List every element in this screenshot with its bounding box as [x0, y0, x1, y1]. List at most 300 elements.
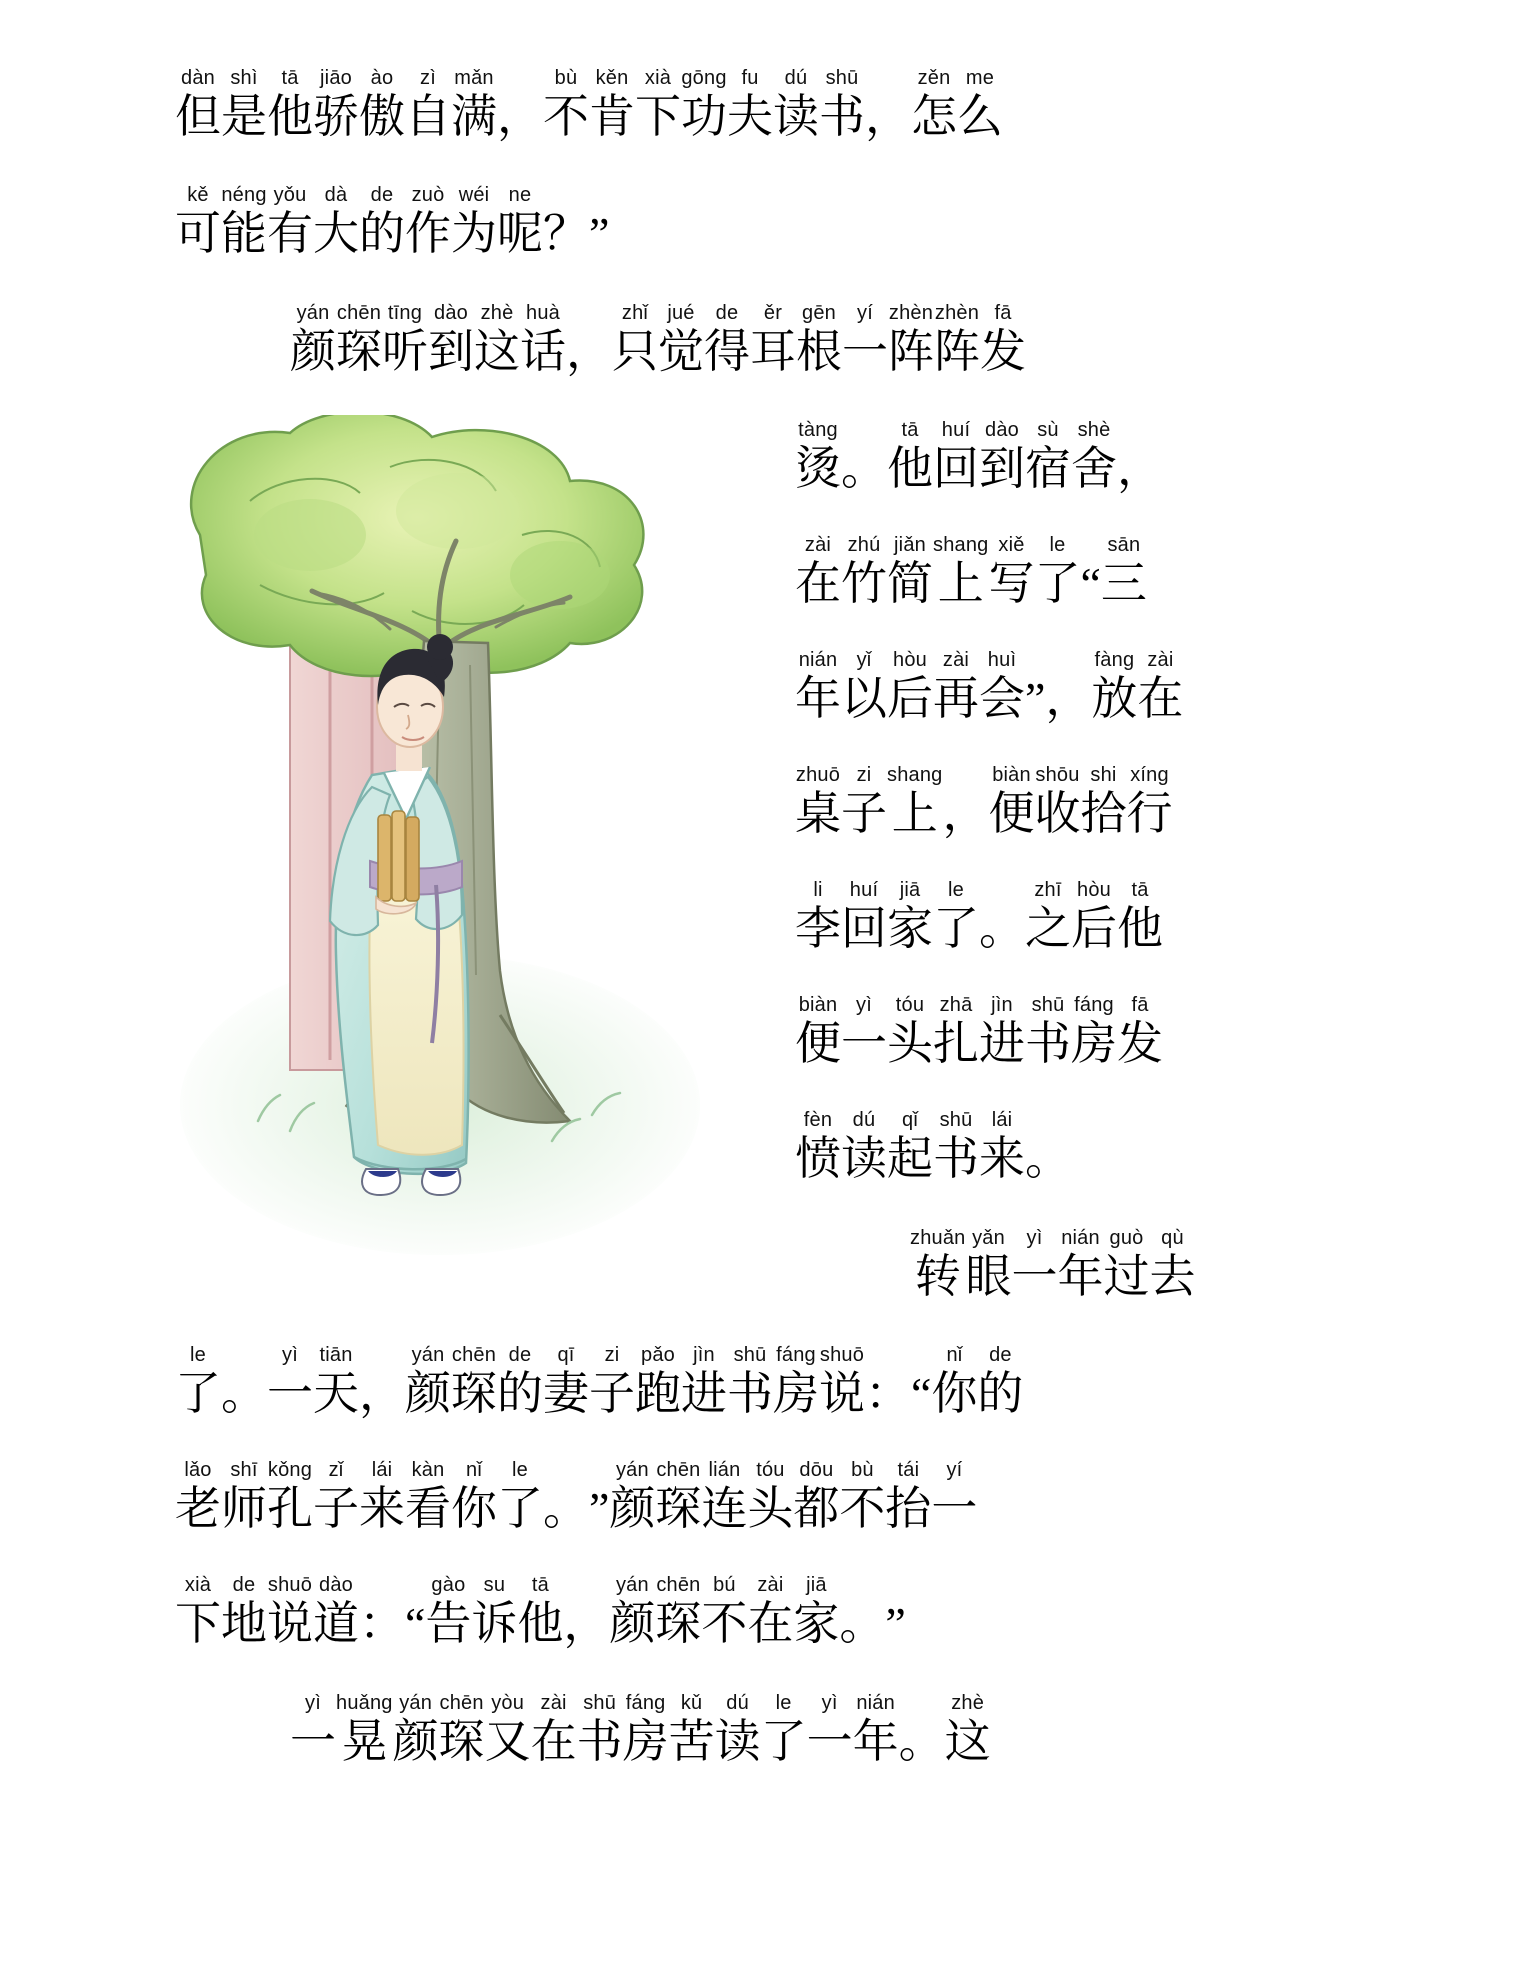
- hanzi-cell: [669, 1693, 715, 1767]
- hanzi: 傲: [359, 91, 405, 142]
- hanzi: “: [405, 1598, 426, 1649]
- hanzi-cell: [933, 535, 989, 609]
- hanzi: 眼: [965, 1251, 1012, 1302]
- hanzi: 发: [1117, 1018, 1163, 1069]
- hanzi: 三: [1100, 558, 1147, 609]
- pinyin: gōng: [681, 67, 727, 89]
- hanzi-cell: [655, 1575, 701, 1649]
- pinyin: shū: [583, 1692, 617, 1714]
- hanzi-cell: [727, 68, 773, 142]
- hanzi-cell: [796, 303, 842, 377]
- text-line: [175, 1460, 977, 1534]
- hanzi-cell: [977, 1345, 1023, 1419]
- pinyin: bù: [851, 1459, 874, 1481]
- hanzi-cell: [267, 185, 313, 259]
- punctuation-cell: [1081, 535, 1101, 609]
- hanzi-cell: [819, 68, 865, 142]
- hanzi: 头: [747, 1483, 794, 1534]
- pinyin: de: [232, 1574, 256, 1596]
- pinyin: zi: [856, 764, 872, 786]
- hanzi: 一: [806, 1716, 853, 1767]
- punctuation-cell: [543, 1460, 589, 1534]
- hanzi-cell: [887, 650, 933, 724]
- pinyin: gēn: [802, 302, 836, 324]
- hanzi-cell: [931, 1345, 977, 1419]
- hanzi: 耳: [750, 326, 796, 377]
- pinyin: de: [508, 1344, 532, 1366]
- hanzi: 呢: [497, 208, 543, 259]
- hanzi-cell: [497, 1345, 543, 1419]
- hanzi-cell: [471, 1575, 517, 1649]
- pinyin: chēn: [451, 1344, 497, 1366]
- hanzi: 可: [175, 208, 221, 259]
- pinyin: shōu: [1035, 764, 1080, 786]
- hanzi-cell: [1081, 765, 1127, 839]
- hanzi: 子: [589, 1368, 635, 1419]
- hanzi-cell: [887, 420, 933, 494]
- hanzi: 在: [747, 1598, 794, 1649]
- hanzi: 舍: [1071, 443, 1117, 494]
- hanzi-cell: [290, 1693, 336, 1767]
- hanzi: 便: [988, 788, 1035, 839]
- hanzi: 读: [714, 1716, 761, 1767]
- hanzi-cell: [933, 995, 979, 1069]
- hanzi: 书: [576, 1716, 623, 1767]
- hanzi: 告: [425, 1598, 472, 1649]
- pinyin: yǎn: [972, 1227, 1005, 1249]
- hanzi: 。: [1025, 1133, 1071, 1184]
- hanzi: 。: [979, 903, 1025, 954]
- hanzi-cell: [979, 995, 1025, 1069]
- pinyin: fā: [1131, 994, 1149, 1016]
- pinyin: yí: [946, 1459, 963, 1481]
- pinyin: le: [1049, 534, 1066, 556]
- hanzi: 了: [175, 1368, 221, 1419]
- hanzi-cell: [747, 1460, 793, 1534]
- hanzi-cell: [313, 68, 359, 142]
- punctuation-cell: [589, 1460, 609, 1534]
- pinyin: shè: [1077, 419, 1111, 441]
- pinyin: dōu: [799, 1459, 834, 1481]
- hanzi: 怎: [911, 91, 957, 142]
- hanzi-cell: [451, 1345, 497, 1419]
- pinyin: jìn: [991, 994, 1013, 1016]
- hanzi-cell: [497, 1460, 543, 1534]
- pinyin: jiā: [806, 1574, 827, 1596]
- hanzi: 到: [428, 326, 474, 377]
- punctuation-cell: [563, 1575, 609, 1649]
- pinyin: yì: [821, 1692, 838, 1714]
- hanzi: 家: [793, 1598, 840, 1649]
- hanzi: 后: [887, 673, 933, 724]
- pinyin: chēn: [656, 1459, 701, 1481]
- pinyin: yǒu: [273, 184, 307, 206]
- punctuation-cell: [885, 1575, 905, 1649]
- hanzi: ，: [1045, 673, 1092, 724]
- hanzi-cell: [609, 1460, 655, 1534]
- text-line: [910, 1228, 1196, 1302]
- pinyin: xiě: [998, 534, 1025, 556]
- hanzi: 发: [980, 326, 1026, 377]
- hanzi-cell: [887, 765, 943, 839]
- hanzi: 晃: [341, 1716, 388, 1767]
- hanzi: 一: [931, 1483, 978, 1534]
- hanzi: 年: [1057, 1251, 1104, 1302]
- pinyin: jìn: [693, 1344, 715, 1366]
- hanzi-cell: [933, 420, 979, 494]
- hanzi-cell: [589, 1345, 635, 1419]
- hanzi: 烫: [795, 443, 841, 494]
- hanzi: 的: [359, 208, 405, 259]
- hanzi: 这: [474, 326, 520, 377]
- hanzi-cell: [175, 185, 221, 259]
- hanzi: 的: [497, 1368, 543, 1419]
- hanzi: 跑: [635, 1368, 681, 1419]
- punctuation-cell: [497, 68, 543, 142]
- hanzi: 后: [1071, 903, 1117, 954]
- hanzi-cell: [658, 303, 704, 377]
- pinyin: lái: [991, 1109, 1013, 1131]
- pinyin: chēn: [439, 1692, 484, 1714]
- hanzi-cell: [543, 1345, 589, 1419]
- hanzi-cell: [655, 1460, 701, 1534]
- pinyin: dào: [319, 1574, 353, 1596]
- hanzi: 竹: [841, 558, 887, 609]
- pinyin: zhuō: [795, 764, 841, 786]
- pinyin: huí: [941, 419, 971, 441]
- punctuation-cell: [359, 1575, 405, 1649]
- pinyin: zǐ: [328, 1459, 344, 1481]
- hanzi-cell: [887, 995, 933, 1069]
- hanzi-cell: [966, 1228, 1012, 1302]
- hanzi: ，: [942, 788, 989, 839]
- pinyin: yǐ: [856, 649, 872, 671]
- hanzi: 回: [933, 443, 979, 494]
- hanzi: 是: [221, 91, 267, 142]
- hanzi-cell: [704, 303, 750, 377]
- hanzi: 愤: [795, 1133, 841, 1184]
- hanzi: 扎: [933, 1018, 979, 1069]
- hanzi-cell: [175, 1460, 221, 1534]
- pinyin: kǔ: [680, 1692, 703, 1714]
- pinyin: zhèn: [934, 302, 980, 324]
- hanzi-cell: [1025, 995, 1071, 1069]
- hanzi: 诉: [471, 1598, 518, 1649]
- hanzi-cell: [1035, 535, 1081, 609]
- hanzi: 再: [933, 673, 979, 724]
- hanzi-cell: [451, 68, 497, 142]
- hanzi-cell: [405, 1460, 451, 1534]
- text-line: [175, 68, 1003, 142]
- hanzi: 有: [267, 208, 313, 259]
- punctuation-cell: [899, 1693, 945, 1767]
- punctuation-cell: [865, 68, 911, 142]
- pinyin: shi: [1090, 764, 1117, 786]
- hanzi: 了: [497, 1483, 543, 1534]
- hanzi: 一: [290, 1716, 336, 1767]
- hanzi-cell: [589, 68, 635, 142]
- pinyin: dú: [726, 1692, 749, 1714]
- pinyin: qù: [1161, 1227, 1184, 1249]
- hanzi-cell: [175, 1345, 221, 1419]
- hanzi-cell: [221, 68, 267, 142]
- hanzi: 了: [760, 1716, 807, 1767]
- hanzi-cell: [933, 880, 979, 954]
- pinyin: ào: [370, 67, 394, 89]
- hanzi-cell: [979, 420, 1025, 494]
- pinyin: zhā: [939, 994, 973, 1016]
- hanzi-cell: [945, 1693, 991, 1767]
- pinyin: yì: [1026, 1227, 1043, 1249]
- hanzi-cell: [1025, 420, 1071, 494]
- hanzi-cell: [795, 1110, 841, 1184]
- punctuation-cell: [943, 765, 989, 839]
- pinyin: tā: [901, 419, 919, 441]
- hanzi: 满: [451, 91, 497, 142]
- hanzi: ：: [359, 1598, 405, 1649]
- pinyin: zhèn: [888, 302, 934, 324]
- pinyin: shang: [933, 534, 989, 556]
- hanzi-cell: [635, 1345, 681, 1419]
- pinyin: yì: [305, 1692, 321, 1714]
- hanzi-cell: [1104, 1228, 1150, 1302]
- pinyin: yán: [615, 1574, 649, 1596]
- hanzi: 简: [887, 558, 933, 609]
- hanzi: 桌: [795, 788, 841, 839]
- pinyin: mǎn: [454, 67, 494, 89]
- hanzi-cell: [795, 880, 841, 954]
- pinyin: biàn: [798, 994, 838, 1016]
- hanzi-cell: [841, 650, 887, 724]
- hanzi: 大: [313, 208, 359, 259]
- pinyin: yán: [411, 1344, 445, 1366]
- bamboo-scroll: [378, 811, 419, 901]
- pinyin: shū: [733, 1344, 767, 1366]
- pinyin: fàng: [1094, 649, 1135, 671]
- hanzi-cell: [885, 1460, 931, 1534]
- hanzi-cell: [853, 1693, 899, 1767]
- hanzi: 听: [382, 326, 428, 377]
- text-line: [795, 535, 1147, 609]
- pinyin: le: [775, 1692, 792, 1714]
- pinyin: dào: [985, 419, 1019, 441]
- pinyin: dú: [852, 1109, 876, 1131]
- hanzi-cell: [531, 1693, 577, 1767]
- hanzi: 老: [175, 1483, 221, 1534]
- hanzi: 下: [635, 91, 681, 142]
- pinyin: le: [190, 1344, 206, 1366]
- hanzi-cell: [1117, 995, 1163, 1069]
- hanzi-cell: [727, 1345, 773, 1419]
- hanzi: 你: [931, 1368, 978, 1419]
- hanzi-cell: [773, 1345, 819, 1419]
- pinyin: tīng: [387, 302, 423, 324]
- hanzi: ”: [885, 1598, 906, 1649]
- pinyin: le: [512, 1459, 528, 1481]
- hanzi-cell: [807, 1693, 853, 1767]
- hanzi: 下: [175, 1598, 221, 1649]
- hanzi: 去: [1149, 1251, 1196, 1302]
- hanzi: 孔: [267, 1483, 313, 1534]
- text-line: [290, 303, 1026, 377]
- text-line: [795, 995, 1163, 1069]
- pinyin: tóu: [895, 994, 925, 1016]
- pinyin: zài: [757, 1574, 784, 1596]
- text-line: [290, 1693, 991, 1767]
- hanzi: 书: [933, 1133, 979, 1184]
- hanzi: 话: [520, 326, 566, 377]
- hanzi: ，: [497, 91, 543, 142]
- hanzi: ”: [589, 1483, 610, 1534]
- hanzi: 颜: [392, 1716, 439, 1767]
- hanzi: 了: [1034, 558, 1081, 609]
- hanzi: ？: [543, 208, 589, 259]
- hanzi-cell: [931, 1460, 977, 1534]
- pinyin: shū: [825, 67, 859, 89]
- hanzi-cell: [1117, 880, 1163, 954]
- hanzi-cell: [1127, 765, 1173, 839]
- hanzi: 肯: [589, 91, 635, 142]
- text-line: [795, 765, 1173, 839]
- pinyin: huà: [526, 302, 560, 324]
- hanzi-cell: [911, 68, 957, 142]
- pinyin: shū: [1031, 994, 1065, 1016]
- hanzi-cell: [497, 185, 543, 259]
- hanzi: 一: [1011, 1251, 1058, 1302]
- hanzi: 地: [221, 1598, 267, 1649]
- hanzi-cell: [290, 303, 336, 377]
- hanzi: 会: [979, 673, 1025, 724]
- punctuation-cell: [911, 1345, 931, 1419]
- punctuation-cell: [839, 1575, 885, 1649]
- hanzi: 过: [1103, 1251, 1150, 1302]
- hanzi: 这: [944, 1716, 991, 1767]
- hanzi-cell: [451, 1460, 497, 1534]
- pinyin: huì: [987, 649, 1017, 671]
- hanzi-cell: [1025, 880, 1071, 954]
- hanzi: 得: [704, 326, 750, 377]
- pinyin: néng: [221, 184, 267, 206]
- hanzi: ：: [865, 1368, 911, 1419]
- hanzi-cell: [1071, 880, 1117, 954]
- hanzi: 写: [988, 558, 1035, 609]
- punctuation-cell: [221, 1345, 267, 1419]
- pinyin: tàng: [798, 419, 838, 441]
- hanzi: 年: [852, 1716, 899, 1767]
- hanzi: 只: [612, 326, 658, 377]
- hanzi: 书: [727, 1368, 773, 1419]
- pinyin: fā: [994, 302, 1012, 324]
- hanzi-cell: [750, 303, 796, 377]
- hanzi-cell: [267, 1345, 313, 1419]
- punctuation-cell: [865, 1345, 911, 1419]
- pinyin: shuō: [267, 1574, 313, 1596]
- hanzi: 夫: [727, 91, 773, 142]
- punctuation-cell: [1025, 650, 1045, 724]
- hanzi: ，: [359, 1368, 405, 1419]
- hanzi-cell: [793, 1460, 839, 1534]
- hanzi: 上: [891, 788, 938, 839]
- hanzi-cell: [841, 880, 887, 954]
- punctuation-cell: [589, 185, 609, 259]
- hanzi-cell: [1012, 1228, 1058, 1302]
- pinyin: yòu: [491, 1692, 525, 1714]
- hanzi-cell: [313, 1460, 359, 1534]
- pinyin: zěn: [917, 67, 951, 89]
- hanzi: ”: [589, 208, 610, 259]
- hanzi-cell: [701, 1575, 747, 1649]
- hanzi: 一: [842, 326, 888, 377]
- hanzi: 放: [1091, 673, 1138, 724]
- hanzi: 功: [681, 91, 727, 142]
- hanzi-cell: [221, 185, 267, 259]
- hanzi-cell: [887, 880, 933, 954]
- hanzi: 他: [1117, 903, 1163, 954]
- hanzi-cell: [485, 1693, 531, 1767]
- hanzi-cell: [520, 303, 566, 377]
- hanzi-cell: [841, 995, 887, 1069]
- text-line: [795, 880, 1163, 954]
- hanzi: 琛: [655, 1483, 702, 1534]
- hanzi: 他: [267, 91, 313, 142]
- hanzi-cell: [795, 535, 841, 609]
- pinyin: nián: [856, 1692, 895, 1714]
- pinyin: ěr: [763, 302, 783, 324]
- pinyin: dú: [784, 67, 808, 89]
- pinyin: zài: [1147, 649, 1174, 671]
- pinyin: yì: [856, 994, 872, 1016]
- pinyin: yán: [615, 1459, 649, 1481]
- pinyin: pǎo: [641, 1344, 675, 1366]
- pinyin: nǐ: [466, 1459, 482, 1481]
- pinyin: fèn: [803, 1109, 833, 1131]
- pinyin: shì: [230, 67, 258, 89]
- hanzi: 子: [841, 788, 887, 839]
- punctuation-cell: [566, 303, 612, 377]
- hanzi: 进: [681, 1368, 727, 1419]
- hanzi: 颜: [405, 1368, 451, 1419]
- pinyin: tóu: [756, 1459, 785, 1481]
- pinyin: qī: [557, 1344, 575, 1366]
- hanzi-cell: [841, 1110, 887, 1184]
- pinyin: qǐ: [902, 1109, 918, 1131]
- hanzi: ，: [563, 1598, 610, 1649]
- pinyin: jiāo: [320, 67, 352, 89]
- hanzi-cell: [336, 1693, 393, 1767]
- hanzi-cell: [681, 68, 727, 142]
- hanzi: 不: [839, 1483, 886, 1534]
- hanzi: 在: [1137, 673, 1184, 724]
- hanzi-cell: [839, 1460, 885, 1534]
- hanzi: 么: [957, 91, 1003, 142]
- hanzi-cell: [623, 1693, 669, 1767]
- pinyin: zhuǎn: [910, 1227, 966, 1249]
- hanzi: 子: [313, 1483, 359, 1534]
- pinyin: tā: [1131, 879, 1149, 901]
- pinyin: wéi: [458, 184, 490, 206]
- pinyin: kě: [187, 184, 209, 206]
- pinyin: kěn: [595, 67, 629, 89]
- hanzi-cell: [795, 765, 841, 839]
- hanzi-cell: [336, 303, 382, 377]
- text-line: [175, 185, 609, 259]
- hanzi: 阵: [888, 326, 934, 377]
- hanzi-cell: [175, 1575, 221, 1649]
- pinyin: zài: [804, 534, 832, 556]
- pinyin: tā: [281, 67, 299, 89]
- hanzi: 读: [841, 1133, 887, 1184]
- hanzi: 书: [819, 91, 865, 142]
